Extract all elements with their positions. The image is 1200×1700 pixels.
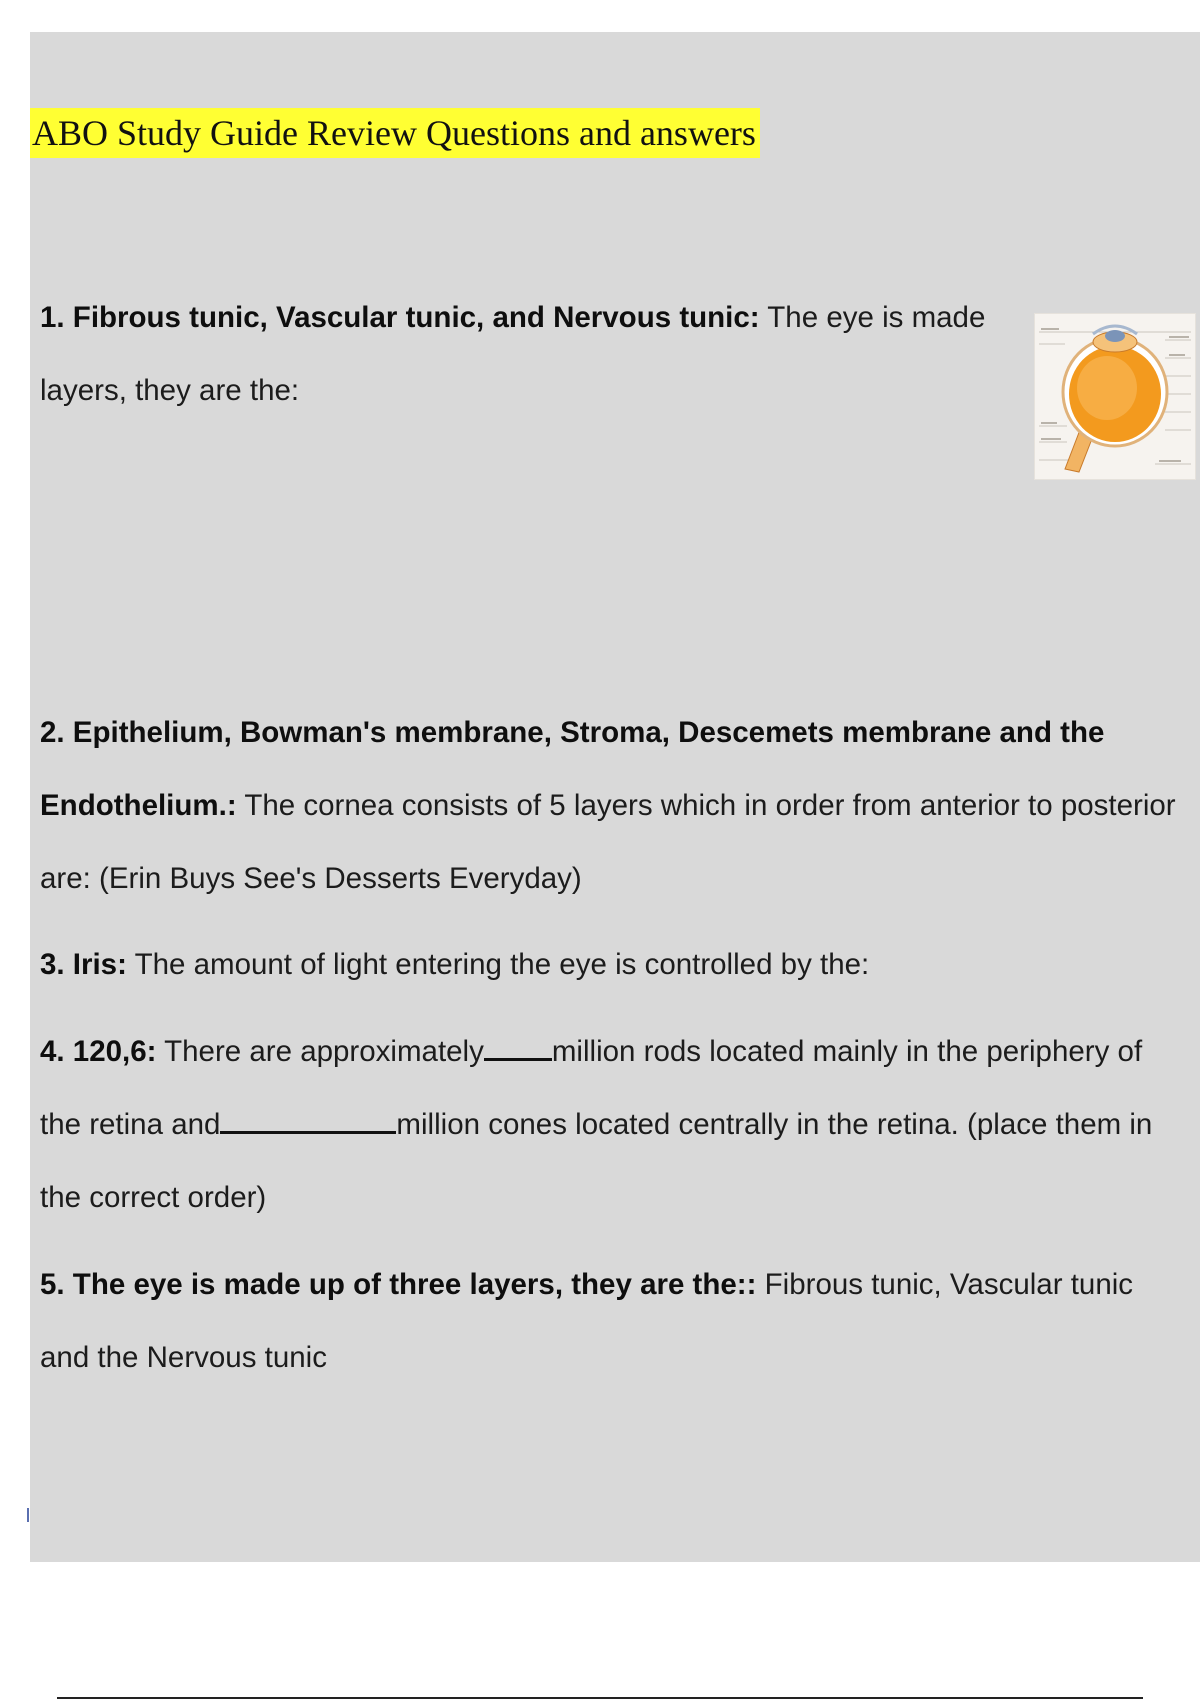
margin-mark xyxy=(27,1508,29,1522)
question-4-label: 4. 120,6: xyxy=(40,1035,157,1068)
question-1-label: 1. Fibrous tunic, Vascular tunic, and Nervous tunic: xyxy=(40,301,760,334)
question-4-text-a: There are approximately xyxy=(156,1035,484,1068)
question-2-answer: The cornea consists of 5 layers which in order from anterior to posterior are: (Erin Buys See's Desserts Everyday) xyxy=(40,789,1176,895)
question-3 xyxy=(40,928,1180,1001)
question-4-text-c: million cones located centrally in the retina. (place them in the correct order) xyxy=(40,1108,1153,1214)
question-5 xyxy=(40,1248,1180,1394)
page-title: ABO Study Guide Review Questions and answers xyxy=(30,108,760,158)
eye-anatomy-image xyxy=(1034,313,1196,480)
question-1 xyxy=(40,281,1000,427)
question-3-label: 3. Iris: xyxy=(40,948,127,981)
fill-in-blank-1 xyxy=(484,1057,552,1061)
question-4-text-b: million rods located mainly in the periphery of the retina and xyxy=(40,1035,1143,1141)
footer-rule xyxy=(57,1697,1143,1699)
question-4 xyxy=(40,1015,1180,1234)
question-2 xyxy=(40,696,1180,915)
question-5-label: 5. The eye is made up of three layers, they are the:: xyxy=(40,1268,757,1301)
question-2-label: 2. Epithelium, Bowman's membrane, Stroma, Descemets membrane and the Endothelium.: xyxy=(40,716,1105,822)
question-5-answer: Fibrous tunic, Vascular tunic and the Nervous tunic xyxy=(40,1268,1134,1374)
fill-in-blank-2 xyxy=(220,1130,396,1134)
eye-anatomy-icon xyxy=(1035,314,1195,479)
question-1-answer: The eye is made layers, they are the: xyxy=(40,301,986,407)
question-3-answer: The amount of light entering the eye is controlled by the: xyxy=(126,948,870,981)
